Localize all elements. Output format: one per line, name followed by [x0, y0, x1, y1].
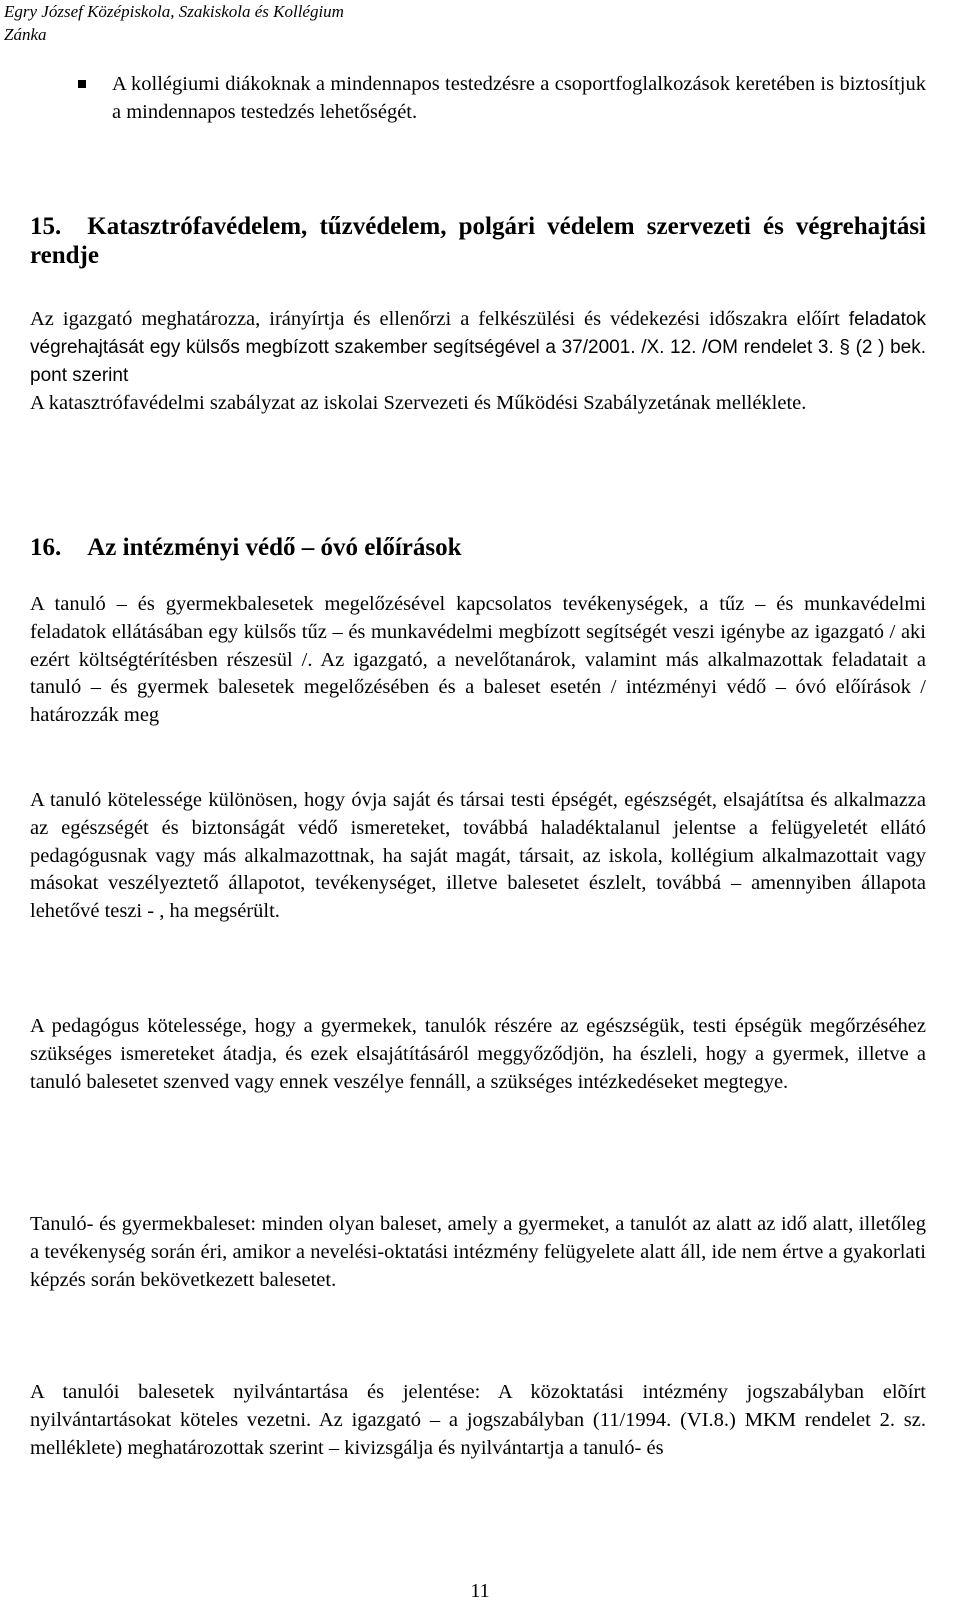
section-16-paragraph-1: A tanuló – és gyermekbalesetek megelőzésével kapcsolatos tevékenységek, a tűz – és munkavédelmi feladatok ellátásában egy külsős tűz – és munkavédelmi megbízott segítségét veszi igénybe az igazgató / aki ezért költségtérítésben részesül /. Az igazgató, a nevelőtanárok, valamint más alkalmazottak feladatait a tanuló – és gyermek balesetek megelőzésében és a baleset esetén / intézményi védő – óvó előírások / határozzák meg [30, 593, 926, 727]
section-16-paragraph-3: A pedagógus kötelessége, hogy a gyermekek, tanulók részére az egészségük, testi épségük megőrzéséhez szükséges ismereteket átadja, és ezek elsajátításáról meggyőződjön, ha észleli, hogy a gyermek, illetve a tanuló balesetet szenved vagy ennek veszélye fennáll, a szükséges intézkedéseket megtegye. [30, 1015, 926, 1093]
section-16-number: 16. [30, 534, 62, 561]
page-number: 11 [470, 1580, 490, 1602]
section-16-paragraph-5: A tanulói balesetek nyilvántartása és jelentése: A közoktatási intézmény jogszabályban elõírt nyilvántartásokat köteles vezetni. Az igazgató – a jogszabályban (11/1994. (VI.8.) MKM rendelet 2. sz. melléklete) meghatározottak szerint – kivizsgálja és nyilvántartja a tanuló- és [30, 1381, 926, 1459]
section-15-heading [30, 212, 926, 270]
section-15-number: 15. [30, 213, 62, 240]
bullet-text: A kollégiumi diákoknak a mindennapos testedzésre a csoportfoglalkozások keretében is biztosítjuk a mindennapos testedzés lehetőségét. [112, 73, 926, 123]
section-15-paragraph-1-serif: Az igazgató meghatározza, irányírtja és ellenőrzi a felkészülési és védekezési időszakra előírt [30, 308, 849, 330]
section-16-heading [30, 533, 926, 562]
section-16-title: Az intézményi védő – óvó előírások [87, 534, 462, 561]
header-school-name: Egry József Középiskola, Szakiskola és Kollégium [4, 2, 344, 21]
section-15-paragraph-1 [30, 306, 926, 389]
section-15-paragraph-1-sans: feladatok végrehajtását egy külsős megbízott szakember segítségével a 37/2001. /X. 12. /OM rendelet 3. § (2 ) bek. pont szerint [30, 309, 926, 386]
header-location: Zánka [4, 25, 47, 44]
bullet-item [78, 70, 926, 126]
section-16-paragraph-2: A tanuló kötelessége különösen, hogy óvja saját és társai testi épségét, egészségét, elsajátítsa és alkalmazza az egészségét és biztonságát védő ismereteket, továbbá haladéktalanul jelentse a felügyeletét ellátó pedagógusnak vagy más alkalmazottnak, ha saját magát, társait, az iskola, kollégium alkalmazottait vagy másokat veszélyeztető állapotot, tevékenységet, illetve balesetet észlelt, továbbá – amennyiben állapota lehetővé teszi - , ha megsérült. [30, 789, 926, 923]
section-16-paragraph-4: Tanuló- és gyermekbaleset: minden olyan baleset, amely a gyermeket, a tanulót az alatt az idő alatt, illetőleg a tevékenység során éri, amikor a nevelési-oktatási intézmény felügyelete alatt áll, ide nem értve a gyakorlati képzés során bekövetkezett balesetet. [30, 1213, 926, 1291]
section-15-title: Katasztrófavédelem, tűzvédelem, polgári védelem szervezeti és végrehajtási rendje [30, 213, 926, 269]
document-header [4, 0, 444, 46]
section-15-paragraph-2: A katasztrófavédelmi szabályzat az iskolai Szervezeti és Működési Szabályzetának melléklete. [30, 392, 807, 414]
